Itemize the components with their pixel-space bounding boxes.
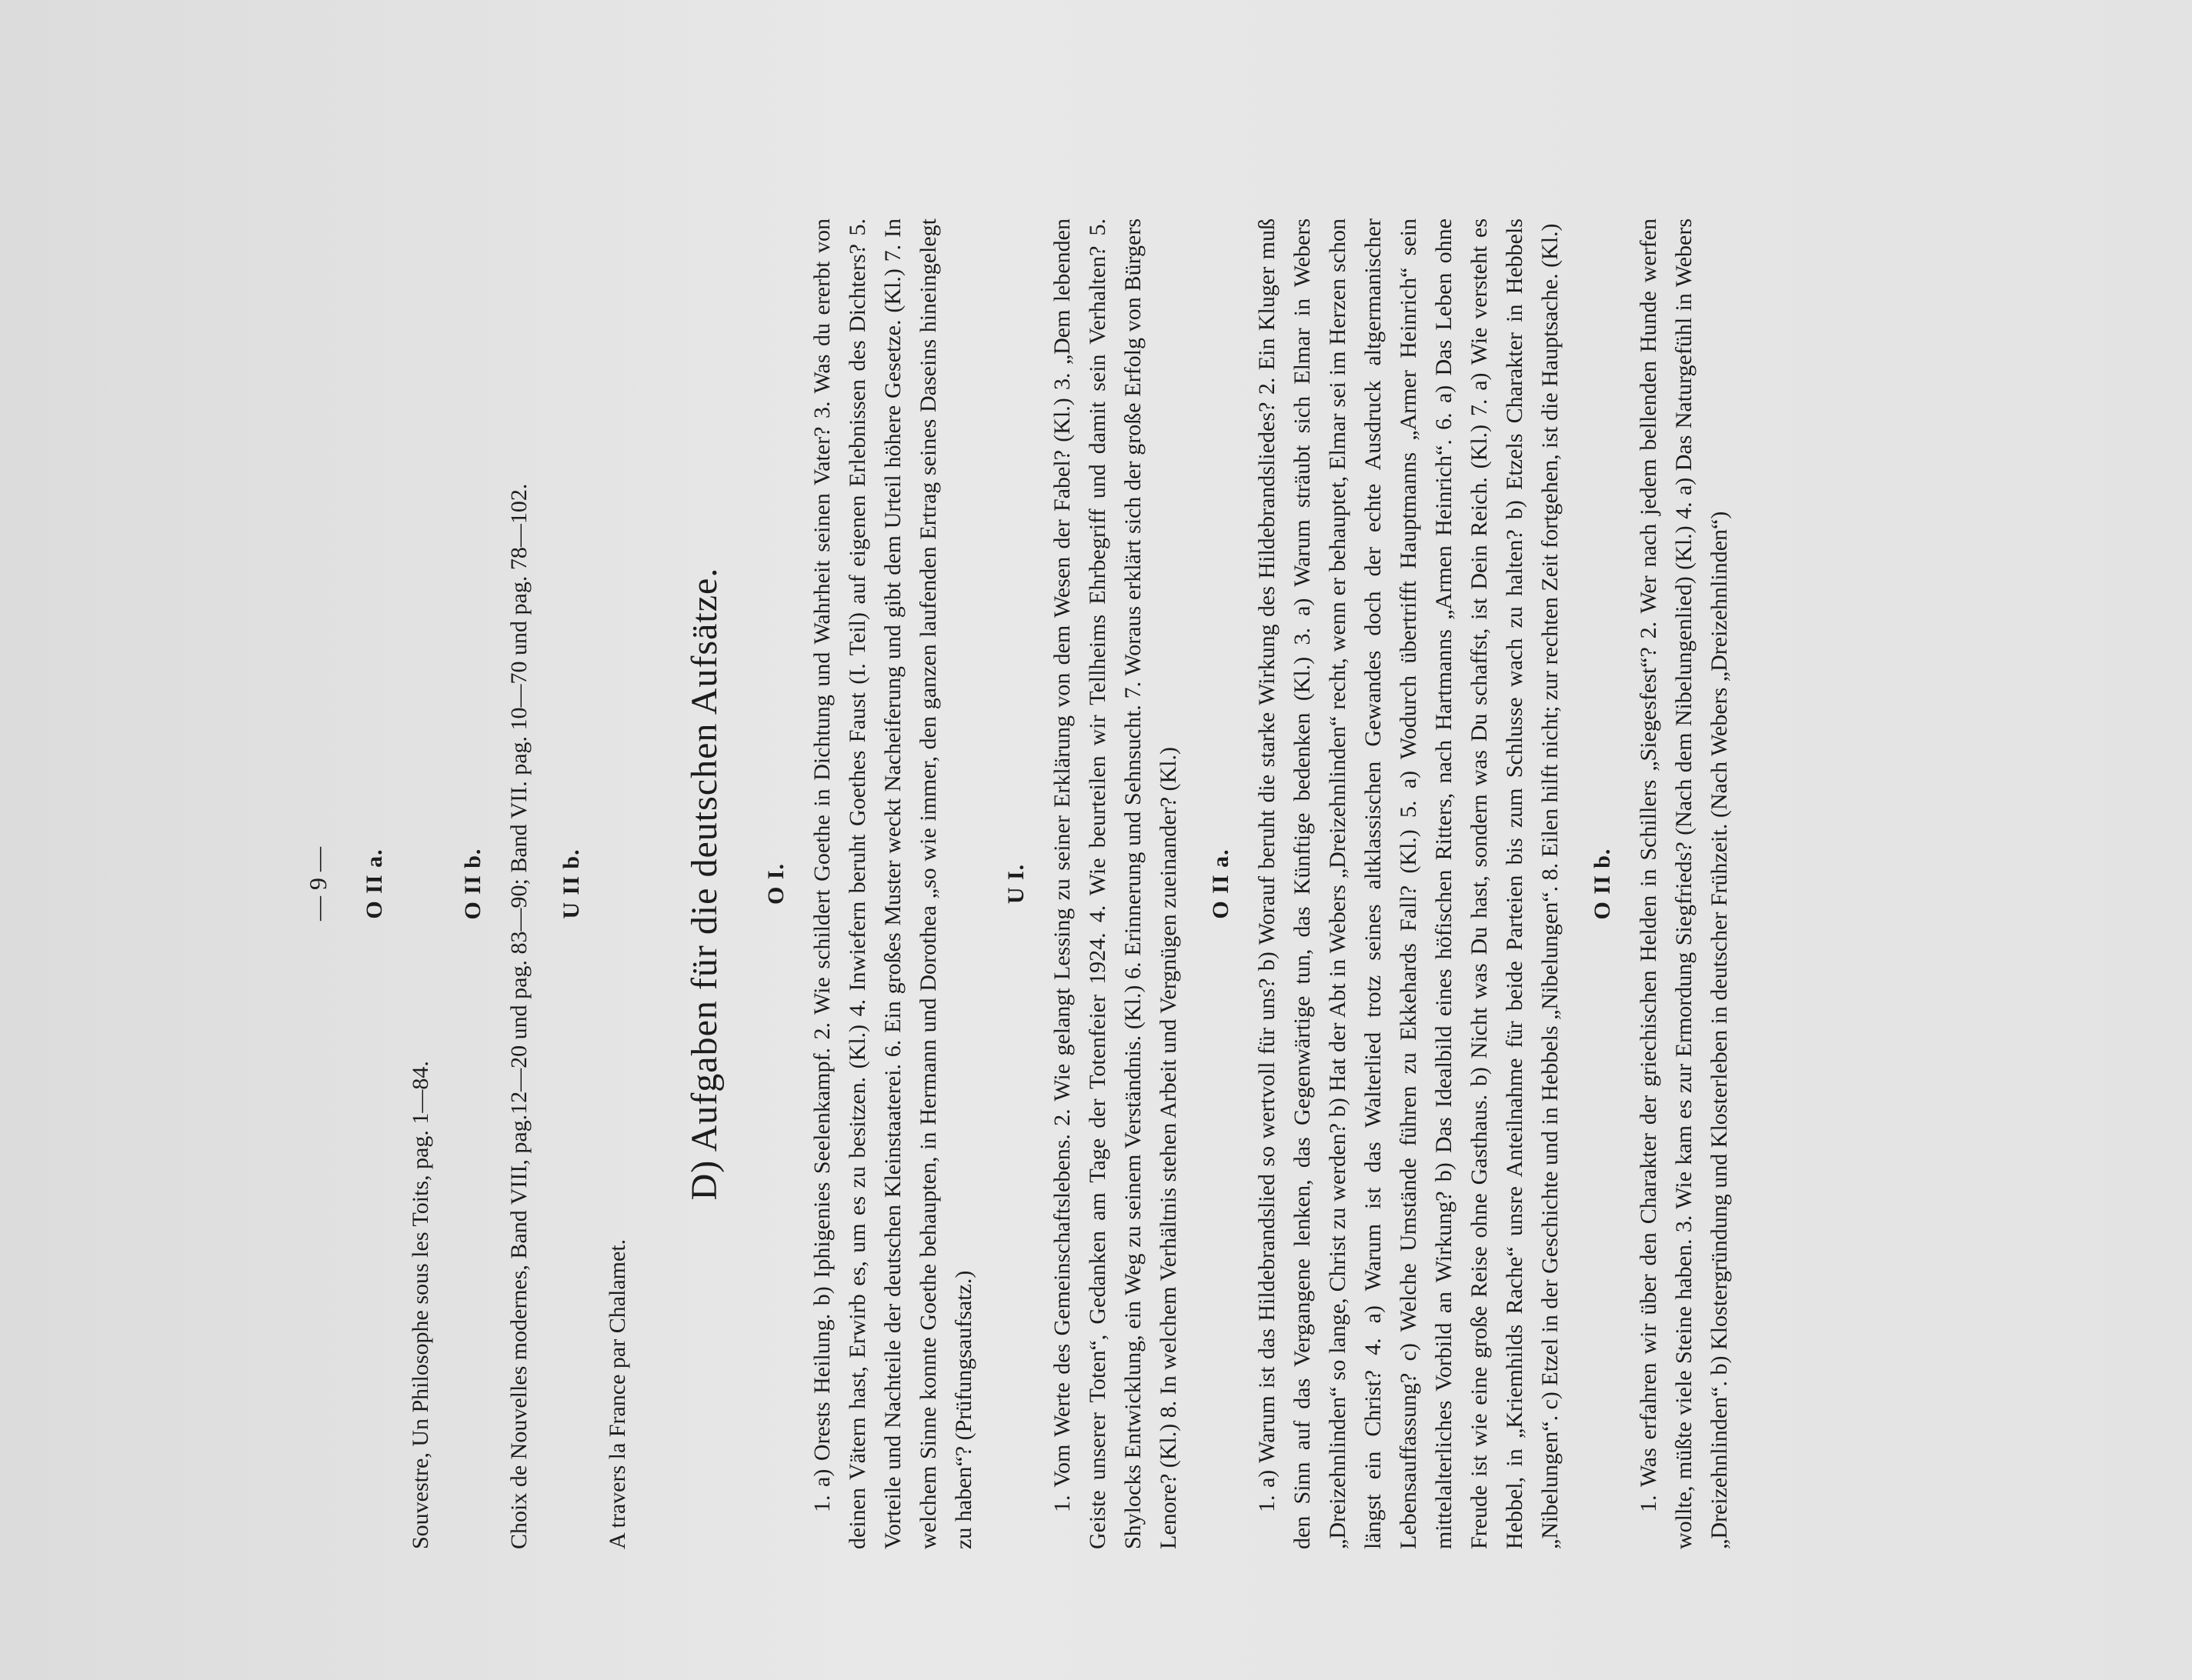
section-label-oiib: O II b. — [1590, 848, 1615, 920]
section-label-oiia-reading: O II a. — [362, 848, 387, 919]
reading-oiia: Souvestre, Un Philosophe sous les Toits, pag. 1—84. — [408, 1061, 433, 1549]
section-heading: D) Aufgaben für die deutschen Aufsätze. — [684, 567, 725, 1201]
reading-oiib: Choix de Nouvelles modernes, Band VIII, pag.12—20 und pag. 83—90; Band VII. pag. 10—70 und pag. 78—102. — [506, 483, 532, 1549]
page-number: — 9 — — [304, 847, 332, 921]
section-label-oiib-reading: O II b. — [460, 848, 485, 920]
section-label-oiia: O II a. — [1208, 848, 1233, 919]
section-label-ui: U I. — [1003, 863, 1029, 905]
essay-topics-oiib: 1. Was erfahren wir über den Charakter der griechischen Helden in Schillers „Siegesfest“? 2. Wer nach jedem bellenden Hunde werfen wollte, müßte viele Steine haben. 3. Wie kam es zur Ermordung Siegfrieds? (Nach dem Nibelungenlied) (Kl.) 4. a) Das Naturgefühl in Webers „Dreizehnlinden“. b) Klostergründung und Klosterleben in deutscher Frühzeit. (Nach Webers „Dreizehnlinden“) — [1636, 218, 1732, 1549]
essay-topics-ui: 1. Vom Werte des Gemeinschaftslebens. 2. Wie gelangt Lessing zu seiner Erklärung von dem Wesen der Fabel? (Kl.) 3. „Dem lebenden Geiste unserer Toten“, Gedanken am Tage der Totenfeier 1924. 4. Wie beurteilen wir Tellheims Ehrbegriff und damit sein Verhalten? 5. Shylocks Entwicklung, ein Weg zu seinem Verständnis. (Kl.) 6. Erinnerung und Sehnsucht. 7. Woraus erklärt sich der große Erfolg von Bürgers Lenore? (Kl.) 8. In welchem Verhältnis stehen Arbeit und Vergnügen zueinander? (Kl.) — [1049, 218, 1181, 1549]
reading-uiib: A travers la France par Chalamet. — [605, 1238, 630, 1549]
section-label-uiib-reading: U II b. — [559, 848, 584, 919]
rotated-text-page — [231, 157, 2062, 1665]
section-label-oi: O I. — [763, 863, 789, 905]
essay-topics-oi: 1. a) Orests Heilung. b) Iphigenies Seelenkampf. 2. Wie schildert Goethe in Dichtung und Wahrheit seinen Vater? 3. Was du ererbt von deinen Vätern hast, Erwirb es, um es zu besitzen. (Kl.) 4. Inwiefern beruht Goethes Faust (I. Teil) auf eigenen Erlebnissen des Dichters? 5. Vorteile und Nachteile der deutschen Kleinstaaterei. 6. Ein großes Muster weckt Nacheiferung und gibt dem Urteil höhere Gesetze. (Kl.) 7. In welchem Sinne konnte Goethe behaupten, in Hermann und Dorothea „so wie immer, den ganzen laufenden Ertrag seines Daseins hineingelegt zu haben“? (Prüfungsaufsatz.) — [809, 218, 976, 1549]
essay-topics-oiia: 1. a) Warum ist das Hildebrandslied so wertvoll für uns? b) Worauf beruht die starke Wirkung des Hildebrandsliedes? 2. Ein Kluger muß den Sinn auf das Vergangene lenken, das Gegenwärtige tun, das Künftige bedenken (Kl.) 3. a) Warum sträubt sich Elmar in Webers „Dreizehnlinden“ so lange, Christ zu werden? b) Hat der Abt in Webers „Dreizehnlinden“ recht, wenn er behauptet, Elmar sei im Herzen schon längst ein Christ? 4. a) Warum ist das Walterlied trotz seines altklassischen Gewandes doch der echte Ausdruck altgermanischer Lebensauffassung? c) Welche Umstände führen zu Ekkehards Fall? (Kl.) 5. a) Wodurch übertrifft Hauptmanns „Armer Heinrich“ sein mittelalterliches Vorbild an Wirkung? b) Das Idealbild eines höfischen Ritters, nach Hartmanns „Armen Heinrich“. 6. a) Das Leben ohne Freude ist wie eine große Reise ohne Gasthaus. b) Nicht was Du hast, sondern was Du schaffst, ist Dein Reich. (Kl.) 7. a) Wie versteht es Hebbel, in „Kriemhilds Rache“ unsre Anteilnahme für beide Parteien bis zum Schlusse wach zu halten? b) Etzels Charakter in Hebbels „Nibelungen“. c) Etzel in der Geschichte und in Hebbels „Nibelungen“. 8. Eilen hilft nicht; zur rechten Zeit fortgehen, ist die Hauptsache. (Kl.) — [1254, 218, 1563, 1549]
